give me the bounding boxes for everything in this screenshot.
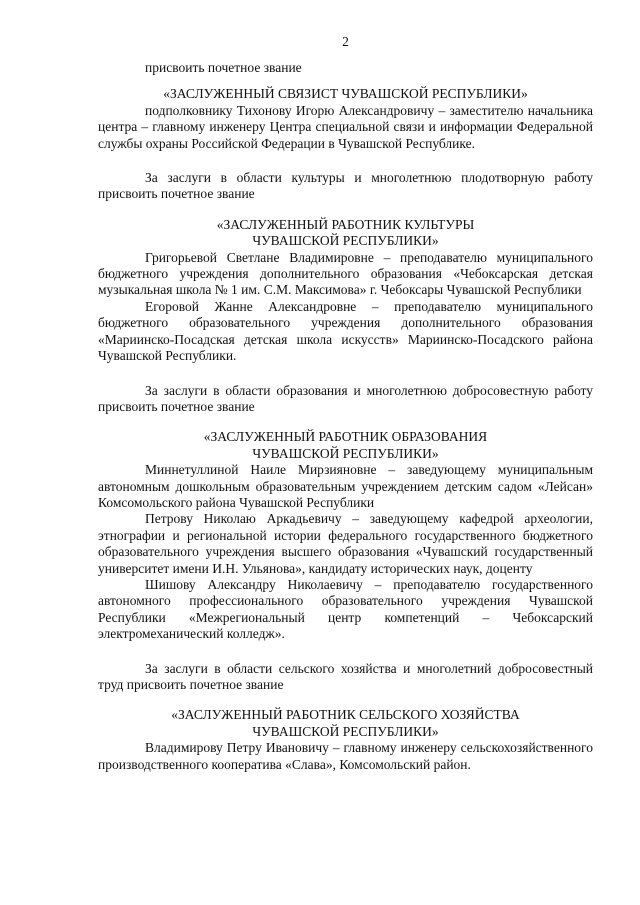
award-paragraph: Григорьевой Светлане Владимировне – преподавателю муниципального бюджетного учреждения дополнительного образования «Чебоксарская детская музыкальная школа № 1 им. С.М. Максимова» г. Чебоксары Чувашской Республики xyxy=(98,249,593,298)
spacer xyxy=(98,643,593,661)
award-title: «ЗАСЛУЖЕННЫЙ РАБОТНИК ОБРАЗОВАНИЯ xyxy=(203,429,488,445)
award-paragraph: Миннетуллиной Наиле Мирзияновне – заведующему муниципальным автономным дошкольным образовательным учреждением детским садом «Лейсан» Комсомольского района Чувашской Республики xyxy=(98,462,593,510)
award-paragraph: За заслуги в области сельского хозяйства и многолетний добросовестный труд присвоить почетное звание xyxy=(98,660,593,692)
award-title: ЧУВАШСКОЙ РЕСПУБЛИКИ» xyxy=(252,723,439,739)
document-body xyxy=(98,60,593,773)
award-paragraph: Петрову Николаю Аркадьевичу – заведующему кафедрой археологии, этнографии и региональной истории федерального государственного бюджетного образовательного учреждения высшего образования «Чувашский государственный университет имени И.Н. Ульянова», кандидату исторических наук, доценту xyxy=(98,511,593,576)
award-paragraph: Владимирову Петру Ивановичу – главному инженеру сельскохозяйственного производственного кооператива «Слава», Комсомольский район. xyxy=(98,740,593,772)
award-paragraph: подполковнику Тихонову Игорю Александровичу – заместителю начальника центра – главному инженеру Центра специальной связи и информации Федеральной службы охраны Российской Федерации в Чувашской Республике. xyxy=(98,102,593,151)
award-intro-text: присвоить почетное звание xyxy=(145,60,302,75)
award-paragraph: За заслуги в области культуры и многолетнюю плодотворную работу присвоить почетное звание xyxy=(98,170,593,202)
award-paragraph: Шишову Александру Николаевичу – преподавателю государственного автономного профессионального образовательного учреждения Чувашской Республики «Межрегиональный центр компетенций – Чебоксарский электромеханический колледж». xyxy=(98,576,593,642)
award-title: ЧУВАШСКОЙ РЕСПУБЛИКИ» xyxy=(252,445,439,461)
award-title: «ЗАСЛУЖЕННЫЙ РАБОТНИК КУЛЬТУРЫ xyxy=(216,216,475,232)
award-paragraph: За заслуги в области образования и многолетнюю добросовестную работу присвоить почетное звание xyxy=(98,382,593,414)
award-title: «ЗАСЛУЖЕННЫЙ РАБОТНИК СЕЛЬСКОГО ХОЗЯЙСТВА xyxy=(171,707,520,723)
award-title: «ЗАСЛУЖЕННЫЙ СВЯЗИСТ ЧУВАШСКОЙ РЕСПУБЛИКИ» xyxy=(163,86,528,102)
spacer xyxy=(98,76,593,86)
spacer xyxy=(98,365,593,383)
page-number: 2 xyxy=(342,34,349,49)
spacer xyxy=(98,203,593,217)
award-paragraph: Егоровой Жанне Александровне – преподавателю муниципального бюджетного образовательного учреждения дополнительного образования «Мариинско-Посадская детская школа искусств» Мариинско-Посадского района Чувашской Республики. xyxy=(98,298,593,364)
award-title: ЧУВАШСКОЙ РЕСПУБЛИКИ» xyxy=(252,233,439,249)
spacer xyxy=(98,415,593,429)
spacer xyxy=(98,152,593,170)
spacer xyxy=(98,693,593,707)
